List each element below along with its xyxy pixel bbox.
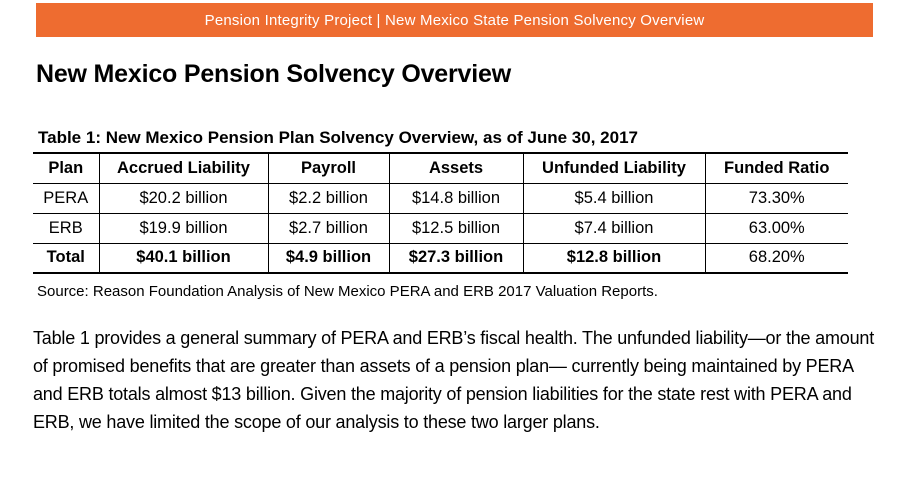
table-row-erb	[33, 213, 848, 243]
column-header-plan: Plan	[33, 153, 99, 183]
cell-total-assets: $27.3 billion	[389, 243, 523, 273]
header-banner-text: Pension Integrity Project | New Mexico State Pension Solvency Overview	[204, 11, 705, 29]
body-paragraph: Table 1 provides a general summary of PERA and ERB’s fiscal health. The unfunded liability—or the amount of promised benefits that are greater than assets of a pension plan— currently being maintained by PERA and ERB totals almost $13 billion. Given the majority of pension liabilities for the state rest with PERA and ERB, we have limited the scope of our analysis to these two larger plans.	[33, 328, 875, 432]
cell-erb-assets: $12.5 billion	[389, 213, 523, 243]
cell-total-funded-ratio: 68.20%	[748, 248, 805, 267]
column-header-accrued-liability: Accrued Liability	[99, 153, 268, 183]
column-header-unfunded-liability: Unfunded Liability	[523, 153, 705, 183]
cell-total-unfunded-liability: $12.8 billion	[523, 243, 705, 273]
solvency-table	[33, 152, 848, 274]
cell-erb-plan: ERB	[33, 213, 99, 243]
cell-total-accrued-liability: $40.1 billion	[99, 243, 268, 273]
table-row-pera	[33, 183, 848, 213]
cell-total-payroll: $4.9 billion	[268, 243, 389, 273]
column-header-assets: Assets	[389, 153, 523, 183]
table-row-total	[33, 243, 848, 273]
cell-pera-accrued-liability: $20.2 billion	[99, 183, 268, 213]
column-header-funded-ratio: Funded Ratio	[705, 153, 848, 183]
cell-pera-assets: $14.8 billion	[389, 183, 523, 213]
cell-erb-accrued-liability: $19.9 billion	[99, 213, 268, 243]
cell-pera-payroll: $2.2 billion	[268, 183, 389, 213]
cell-erb-payroll: $2.7 billion	[268, 213, 389, 243]
page-title: New Mexico Pension Solvency Overview	[36, 60, 511, 88]
cell-pera-funded-ratio: 73.30%	[705, 183, 848, 213]
cell-erb-funded-ratio: 63.00%	[705, 213, 848, 243]
cell-pera-plan: PERA	[33, 183, 99, 213]
cell-pera-unfunded-liability: $5.4 billion	[523, 183, 705, 213]
table-header-row	[33, 153, 848, 183]
header-banner	[36, 3, 873, 37]
cell-erb-unfunded-liability: $7.4 billion	[523, 213, 705, 243]
column-header-payroll: Payroll	[268, 153, 389, 183]
table-source-note: Source: Reason Foundation Analysis of New Mexico PERA and ERB 2017 Valuation Reports.	[37, 283, 658, 300]
cell-total-plan: Total	[33, 243, 99, 273]
table-caption: Table 1: New Mexico Pension Plan Solvency Overview, as of June 30, 2017	[38, 128, 638, 147]
